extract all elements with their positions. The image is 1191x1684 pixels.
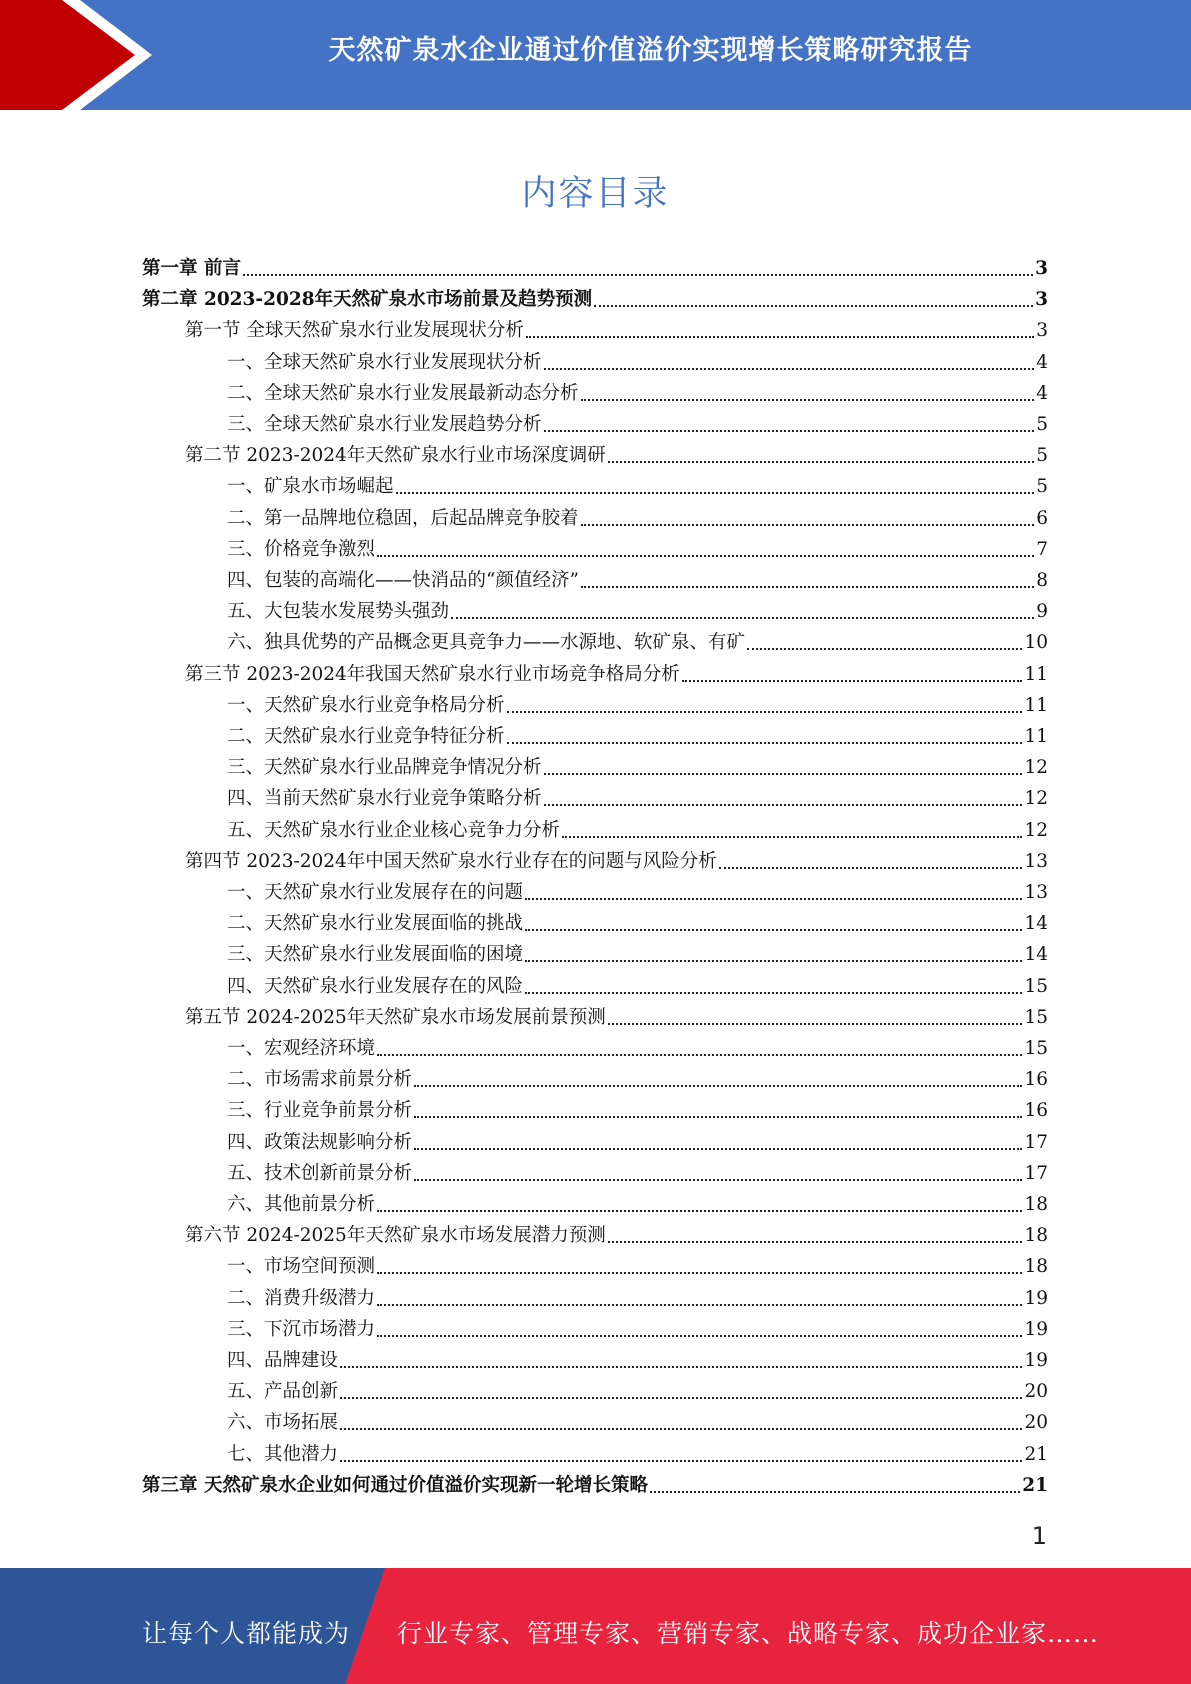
toc-entry-page: 12 bbox=[1024, 757, 1048, 779]
toc-entry-label: 一、天然矿泉水行业发展存在的问题 bbox=[227, 882, 524, 903]
toc-entry[interactable] bbox=[142, 567, 1048, 593]
toc-leader-dots bbox=[377, 1334, 1022, 1337]
toc-title: 内容目录 bbox=[521, 174, 670, 214]
toc-entry-label: 七、其他潜力 bbox=[227, 1443, 339, 1465]
toc-entry-page: 18 bbox=[1024, 1256, 1048, 1278]
toc-entry[interactable] bbox=[142, 879, 1048, 905]
toc-leader-dots bbox=[414, 1115, 1022, 1118]
toc-leader-dots bbox=[340, 1396, 1022, 1399]
toc-entry[interactable] bbox=[142, 1347, 1048, 1373]
toc-leader-dots bbox=[507, 710, 1023, 713]
toc-leader-dots bbox=[608, 460, 1034, 463]
toc-entry-page: 18 bbox=[1024, 1194, 1048, 1215]
toc-entry-page: 19 bbox=[1024, 1318, 1048, 1340]
toc-entry[interactable] bbox=[142, 1129, 1048, 1155]
toc-entry[interactable] bbox=[142, 1285, 1048, 1311]
toc-entry-page: 14 bbox=[1024, 944, 1048, 966]
toc-entry-page: 7 bbox=[1036, 538, 1048, 560]
toc-entry-page: 17 bbox=[1024, 1162, 1048, 1184]
toc-leader-dots bbox=[340, 1427, 1022, 1430]
header-banner bbox=[0, 0, 1191, 110]
toc-entry-page: 15 bbox=[1024, 975, 1048, 997]
toc-entry-page: 4 bbox=[1036, 382, 1048, 404]
toc-entry-label: 二、第一品牌地位稳固，后起品牌竞争胶着 bbox=[227, 507, 579, 529]
toc-leader-dots bbox=[594, 304, 1033, 307]
toc-entry-page: 4 bbox=[1036, 351, 1048, 373]
toc-entry-page: 17 bbox=[1024, 1131, 1048, 1153]
toc-entry[interactable] bbox=[142, 1253, 1048, 1279]
toc-entry-page: 14 bbox=[1024, 913, 1048, 935]
toc-leader-dots bbox=[719, 866, 1023, 869]
toc-entry-label: 第一节 全球天然矿泉水行业发展现状分析 bbox=[185, 320, 524, 342]
toc-entry-label: 六、其他前景分析 bbox=[227, 1194, 376, 1215]
toc-entry-page: 10 bbox=[1024, 632, 1048, 654]
toc-entry-page: 20 bbox=[1024, 1412, 1048, 1434]
toc-entry-page: 12 bbox=[1024, 819, 1048, 841]
toc-leader-dots bbox=[608, 1240, 1023, 1243]
toc-entry-label: 六、独具优势的产品概念更具竞争力——水源地、软矿泉、有矿 bbox=[227, 632, 746, 654]
toc-entry[interactable] bbox=[142, 380, 1048, 406]
toc-entry-label: 二、消费升级潜力 bbox=[227, 1287, 376, 1309]
toc-entry-label: 三、全球天然矿泉水行业发展趋势分析 bbox=[227, 414, 542, 435]
toc-entry[interactable] bbox=[142, 1378, 1048, 1404]
toc-entry-label: 一、矿泉水市场崛起 bbox=[227, 476, 394, 498]
toc-entry-label: 五、产品创新 bbox=[227, 1381, 339, 1403]
toc-entry[interactable] bbox=[142, 1222, 1048, 1248]
toc-leader-dots bbox=[544, 803, 1023, 806]
toc-entry-page: 13 bbox=[1024, 850, 1048, 872]
toc-entry[interactable] bbox=[142, 536, 1048, 562]
toc-entry-label: 第五节 2024-2025年天然矿泉水市场发展前景预测 bbox=[185, 1006, 606, 1028]
toc-leader-dots bbox=[414, 1178, 1022, 1181]
toc-leader-dots bbox=[377, 1271, 1022, 1274]
toc-leader-dots bbox=[377, 1303, 1022, 1306]
toc-entry[interactable] bbox=[142, 973, 1048, 999]
toc-leader-dots bbox=[544, 367, 1035, 370]
toc-entry-page: 5 bbox=[1036, 445, 1048, 467]
toc-entry[interactable] bbox=[142, 1316, 1048, 1342]
toc-leader-dots bbox=[377, 1053, 1022, 1056]
toc-entry-label: 四、天然矿泉水行业发展存在的风险 bbox=[227, 975, 524, 997]
toc-leader-dots bbox=[396, 491, 1035, 494]
toc-leader-dots bbox=[451, 616, 1034, 619]
toc-leader-dots bbox=[525, 991, 1022, 994]
toc-entry-label: 四、包装的高端化——快消品的“颜值经济” bbox=[227, 570, 579, 591]
toc-leader-dots bbox=[650, 1490, 1020, 1493]
toc-entry[interactable] bbox=[142, 941, 1048, 967]
toc-entry-label: 第三节 2023-2024年我国天然矿泉水行业市场竞争格局分析 bbox=[185, 663, 680, 685]
toc-leader-dots bbox=[243, 273, 1033, 276]
toc-entry-label: 第一章 前言 bbox=[142, 258, 241, 279]
toc-leader-dots bbox=[377, 554, 1034, 557]
toc-entry-page: 19 bbox=[1024, 1287, 1048, 1309]
toc-entry-page: 12 bbox=[1024, 788, 1048, 810]
toc-entry[interactable] bbox=[142, 785, 1048, 811]
toc-leader-dots bbox=[507, 741, 1023, 744]
toc-leader-dots bbox=[581, 585, 1034, 588]
toc-entry[interactable] bbox=[142, 1035, 1048, 1061]
toc-leader-dots bbox=[608, 1022, 1023, 1025]
toc-leader-dots bbox=[525, 897, 1022, 900]
toc-entry-label: 一、宏观经济环境 bbox=[227, 1038, 376, 1059]
toc-entry-page: 21 bbox=[1022, 1474, 1048, 1496]
toc-entry-label: 一、市场空间预测 bbox=[227, 1256, 376, 1278]
toc-entry[interactable] bbox=[142, 411, 1048, 437]
toc-entry-page: 13 bbox=[1024, 882, 1048, 903]
toc-entry-label: 第四节 2023-2024年中国天然矿泉水行业存在的问题与风险分析 bbox=[185, 850, 717, 872]
toc-entry[interactable] bbox=[142, 349, 1048, 375]
toc-entry[interactable] bbox=[142, 442, 1048, 468]
toc-entry-label: 第二节 2023-2024年天然矿泉水行业市场深度调研 bbox=[185, 445, 606, 467]
toc-entry-label: 三、天然矿泉水行业发展面临的困境 bbox=[227, 944, 524, 966]
toc-entry-page: 3 bbox=[1036, 320, 1048, 342]
toc-entry[interactable] bbox=[142, 255, 1048, 281]
toc-entry-page: 5 bbox=[1036, 476, 1048, 498]
toc-entry-label: 二、天然矿泉水行业发展面临的挑战 bbox=[227, 913, 524, 935]
toc-entry-label: 第二章 2023-2028年天然矿泉水市场前景及趋势预测 bbox=[142, 289, 593, 311]
toc-leader-dots bbox=[544, 429, 1035, 432]
toc-leader-dots bbox=[414, 1147, 1022, 1150]
toc-leader-dots bbox=[525, 959, 1022, 962]
toc-entry-label: 二、全球天然矿泉水行业发展最新动态分析 bbox=[227, 382, 579, 404]
toc-entry[interactable] bbox=[142, 1004, 1048, 1030]
toc-leader-dots bbox=[562, 835, 1022, 838]
toc-entry-label: 二、市场需求前景分析 bbox=[227, 1069, 413, 1091]
toc-entry[interactable] bbox=[142, 629, 1048, 655]
page-number: 1 bbox=[1031, 1522, 1047, 1550]
toc-entry[interactable] bbox=[142, 1409, 1048, 1435]
toc-entry[interactable] bbox=[142, 754, 1048, 780]
toc-entry[interactable] bbox=[142, 723, 1048, 749]
toc-entry[interactable] bbox=[142, 1191, 1048, 1217]
toc-leader-dots bbox=[340, 1365, 1022, 1368]
footer-banner bbox=[0, 1568, 1191, 1684]
toc-entry-page: 19 bbox=[1024, 1350, 1048, 1371]
toc-entry-label: 三、天然矿泉水行业品牌竞争情况分析 bbox=[227, 757, 542, 779]
toc-entry[interactable] bbox=[142, 661, 1048, 687]
toc-leader-dots bbox=[682, 679, 1023, 682]
toc-entry[interactable] bbox=[142, 1472, 1048, 1498]
toc-entry-page: 11 bbox=[1024, 694, 1048, 716]
toc-entry[interactable] bbox=[142, 1441, 1048, 1467]
footer-slogan-left: 让每个人都能成为 bbox=[142, 1619, 351, 1648]
toc-leader-dots bbox=[340, 1459, 1022, 1462]
toc-entry[interactable] bbox=[142, 910, 1048, 936]
toc-leader-dots bbox=[581, 398, 1035, 401]
toc-entry-label: 四、当前天然矿泉水行业竞争策略分析 bbox=[227, 788, 542, 810]
toc-entry-page: 11 bbox=[1024, 663, 1048, 685]
toc-entry-page: 11 bbox=[1024, 726, 1048, 747]
report-title: 天然矿泉水企业通过价值溢价实现增长策略研究报告 bbox=[328, 35, 973, 66]
toc-entry-page: 3 bbox=[1035, 258, 1048, 279]
toc-leader-dots bbox=[544, 772, 1023, 775]
toc-entry-page: 21 bbox=[1024, 1443, 1048, 1465]
toc-entry-page: 15 bbox=[1024, 1038, 1048, 1059]
toc-leader-dots bbox=[581, 523, 1035, 526]
toc-entry-label: 四、品牌建设 bbox=[227, 1350, 339, 1371]
toc-entry[interactable] bbox=[142, 505, 1048, 531]
toc-entry[interactable] bbox=[142, 598, 1048, 624]
toc-entry-label: 五、技术创新前景分析 bbox=[227, 1162, 413, 1184]
toc-entry-page: 18 bbox=[1024, 1225, 1048, 1247]
toc-entry-label: 四、政策法规影响分析 bbox=[227, 1131, 413, 1153]
toc-entry-label: 第六节 2024-2025年天然矿泉水市场发展潜力预测 bbox=[185, 1225, 606, 1247]
toc-leader-dots bbox=[377, 1209, 1022, 1212]
toc-entry-label: 三、下沉市场潜力 bbox=[227, 1318, 376, 1340]
toc-entry-label: 六、市场拓展 bbox=[227, 1412, 339, 1434]
toc-entry[interactable] bbox=[142, 1160, 1048, 1186]
footer-slogan-right: 行业专家、管理专家、营销专家、战略专家、成功企业家…… bbox=[397, 1619, 1100, 1648]
toc-entry-page: 15 bbox=[1024, 1006, 1048, 1028]
toc-entry[interactable] bbox=[142, 692, 1048, 718]
toc-entry-page: 5 bbox=[1036, 414, 1048, 435]
toc-entry-label: 五、天然矿泉水行业企业核心竞争力分析 bbox=[227, 819, 561, 841]
toc-entry-label: 一、全球天然矿泉水行业发展现状分析 bbox=[227, 351, 542, 373]
toc-entry-label: 三、行业竞争前景分析 bbox=[227, 1100, 413, 1122]
toc-entry[interactable] bbox=[142, 286, 1048, 312]
toc-entry-page: 6 bbox=[1036, 507, 1048, 529]
toc-entry-page: 8 bbox=[1036, 570, 1048, 591]
toc-entry-page: 3 bbox=[1035, 289, 1048, 311]
toc-entry-label: 三、价格竞争激烈 bbox=[227, 538, 376, 560]
toc-entry[interactable] bbox=[142, 317, 1048, 343]
toc-entry[interactable] bbox=[142, 817, 1048, 843]
toc-entry-label: 一、天然矿泉水行业竞争格局分析 bbox=[227, 694, 505, 716]
toc-entry[interactable] bbox=[142, 1066, 1048, 1092]
toc-leader-dots bbox=[414, 1084, 1022, 1087]
toc-entry-label: 第三章 天然矿泉水企业如何通过价值溢价实现新一轮增长策略 bbox=[142, 1474, 648, 1496]
toc-entry-page: 16 bbox=[1024, 1100, 1048, 1122]
toc-entry-page: 16 bbox=[1024, 1069, 1048, 1091]
toc-leader-dots bbox=[747, 647, 1022, 650]
toc-entry-label: 二、天然矿泉水行业竞争特征分析 bbox=[227, 726, 505, 747]
toc-entry[interactable] bbox=[142, 1097, 1048, 1123]
toc-leader-dots bbox=[526, 335, 1034, 338]
toc-entry[interactable] bbox=[142, 473, 1048, 499]
toc-entry-label: 五、大包装水发展势头强劲 bbox=[227, 601, 450, 623]
toc-leader-dots bbox=[525, 928, 1022, 931]
toc-entry[interactable] bbox=[142, 848, 1048, 874]
toc-entry-page: 9 bbox=[1036, 601, 1048, 623]
toc-entry-page: 20 bbox=[1024, 1381, 1048, 1403]
